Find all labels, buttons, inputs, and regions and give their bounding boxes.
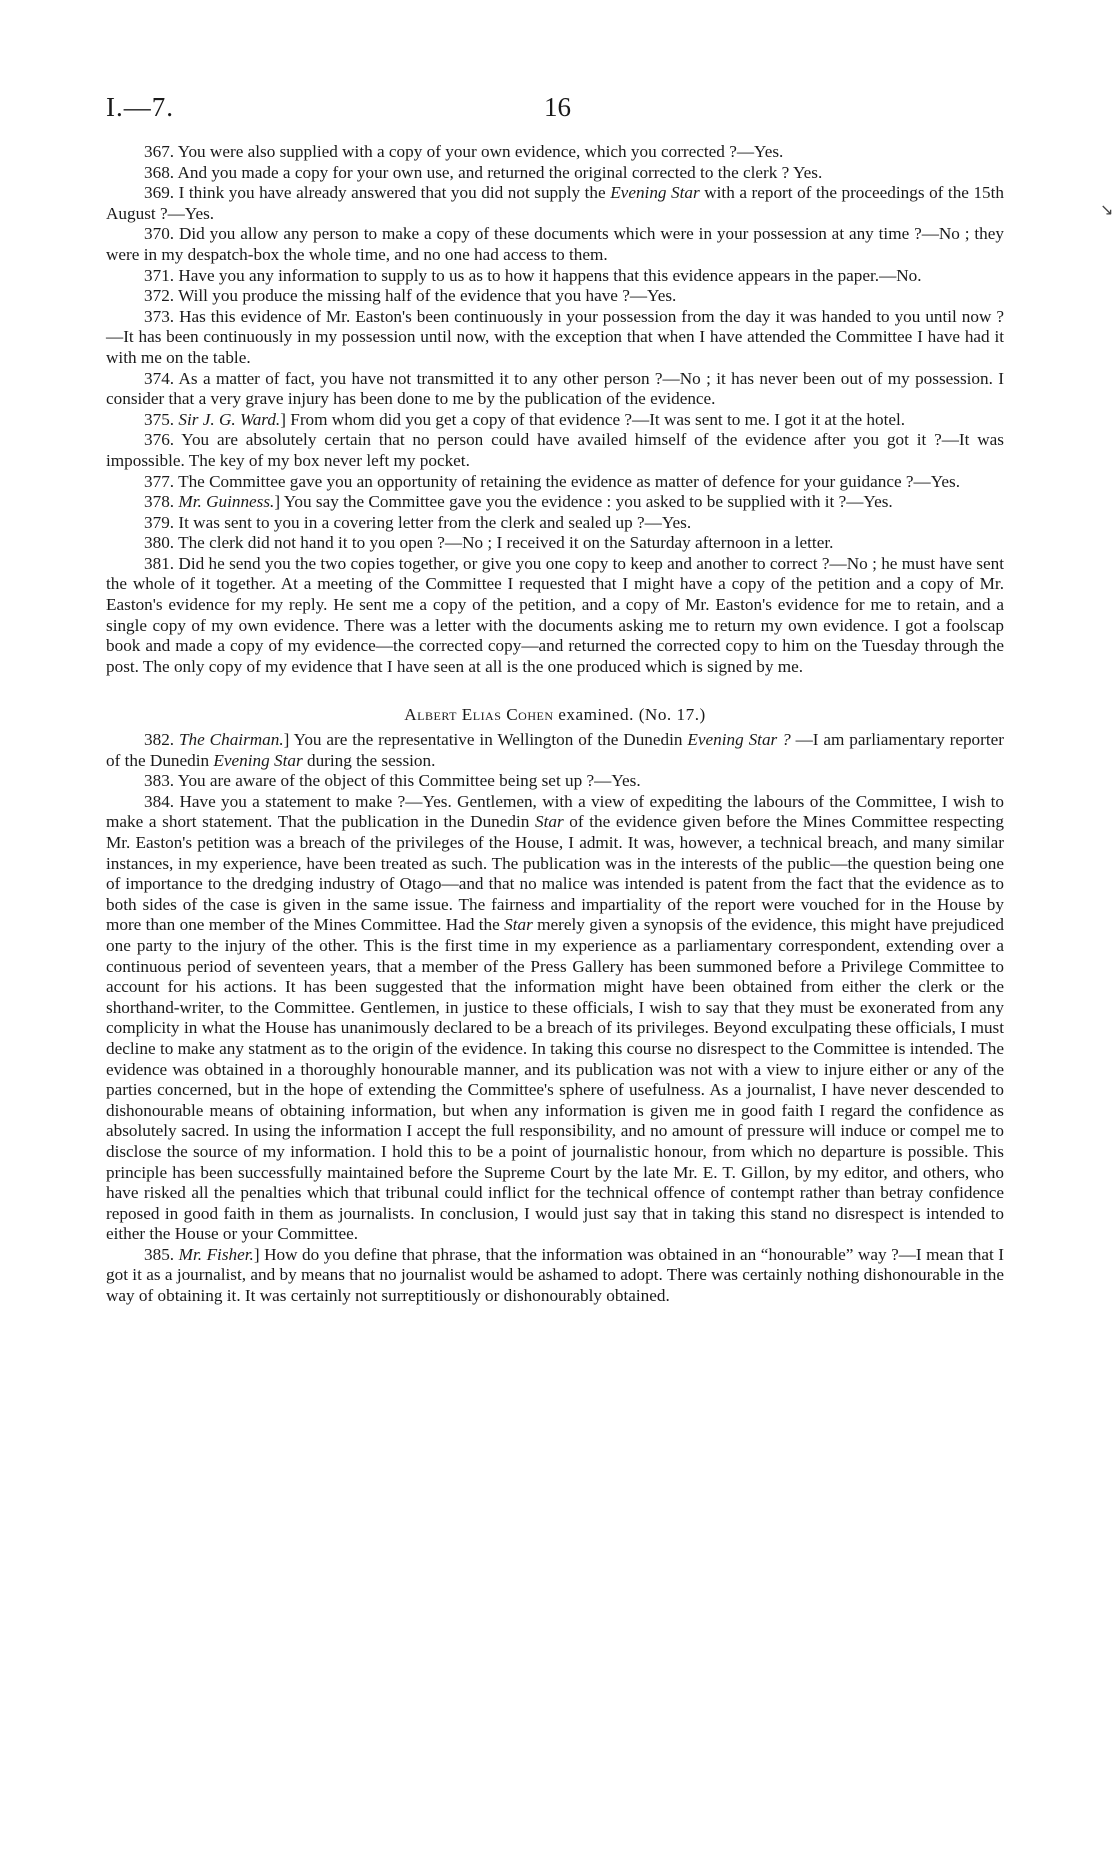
witness-name: Albert Elias Cohen [404,705,554,725]
evidence-paragraph [106,430,1004,471]
evidence-section-b [106,730,1004,1307]
page-number: 16 [544,92,571,122]
margin-mark: ↘ [1100,200,1114,219]
evidence-paragraph [106,730,1004,771]
paragraph-text: with a report of the proceedings of the 15th August ?—Yes. [106,183,1005,223]
question-number: 372. [144,286,175,306]
evidence-paragraph [106,492,1004,513]
evidence-paragraph [106,286,1004,307]
question-number: 369. [144,183,175,203]
question-number: 374. [144,368,175,388]
question-number: 383. [144,771,175,791]
question-number: 380. [144,533,175,553]
italic-text: Mr. Fisher. [178,1244,254,1264]
series-code: I.—7. [106,92,174,122]
italic-text: Evening Star [213,750,303,770]
witness-heading [106,705,1004,726]
paragraph-text: Did you allow any person to make a copy of these documents which were in your possession at any time ?—No ; they were in my despatch-box the whole time, and no one had access to them. [106,224,1005,264]
paragraph-text: I think you have already answered that you did not supply the [178,183,611,203]
paragraph-text: of the evidence given before the Mines Committee respecting Mr. Easton's petition was a breach of the privileges of the House, I admit. It was, however, a technical breach, and many similar instances, in my experience, have been treated as such. The publication was in the interests of the public—the question being one of importance to the dredging industry of Otago—and that no malice was intended is patent from the fact that the evidence as to both sides of the case is given in the same issue. The fairness and impartiality of the report were vouched for in the House by more than one member of the Mines Committee. Had the [106,812,1004,935]
paragraph-text: As a matter of fact, you have not transmitted it to any other person ?—No ; it has never been out of my possession. I consider that a very grave injury has been done to me by the publication of the evidence. [106,368,1004,409]
question-number: 375. [144,409,175,429]
paragraph-text: The clerk did not hand it to you open ?—No ; I received it on the Saturday afternoon in a letter. [178,533,834,553]
italic-text: Sir J. G. Ward. [178,409,281,429]
question-number: 382. [144,730,175,750]
paragraph-text: during the session. [302,750,436,770]
evidence-paragraph [106,266,1004,287]
paragraph-text: merely given a synopsis of the evidence, this might have prejudiced one party to the injury of the other. This is the first time in my experience as a parliamentary correspondent, extending over a continuous period of seventeen years, that a member of the Press Gallery has been summoned before a Privilege Committee to account for his actions. It has been suggested that the information might have been obtained from either the clerk or the shorthand-writer, to the Committee. Gentlemen, in justice to these officials, I wish to say that they must be exonerated from any complicity in what the House has unanimously declared to be a breach of its privileges. Beyond exculpating these officials, I must decline to make any statment as to the origin of the evidence. In taking this course no disrespect to the Committee is intended. The evidence was obtained in a thoroughly honourable manner, and its publication was not with a view to injure either or any of the parties concerned, but in the hope of extending the Committee's sphere of usefulness. As a journalist, I have never descended to dishonourable means of obtaining information, but when any information is given me in good faith I regard the confidence as absolutely sacred. In using the information I accept the full responsibility, and no amount of pressure will induce or compel me to disclose the source of my information. I hold this to be a point of journalistic honour, from which no departure is possible. This principle has been successfully maintained before the Supreme Court by the late Mr. E. T. Gillon, by my editor, and others, who have risked all the penalties which that tribunal could inflict for the technical offence of contempt rather than betray confidence reposed in good faith in them as journalists. In conclusion, I would just say that in taking this stand no disrespect is intended to either the House or your Committee. [106,915,1004,1244]
question-number: 385. [144,1244,175,1264]
evidence-paragraph [106,1245,1004,1307]
italic-text: Mr. Guinness. [178,492,275,512]
italic-text: Star [504,915,533,935]
paragraph-text: ] You say the Committee gave you the evidence : you asked to be supplied with it ?—Yes. [274,492,893,512]
paragraph-text: The Committee gave you an opportunity of retaining the evidence as matter of defence for your guidance ?—Yes. [178,471,961,491]
paragraph-text: You are absolutely certain that no person could have availed himself of the evidence after you got it ?—It was impossible. The key of my box never left my pocket. [106,430,1004,470]
paragraph-text: Has this evidence of Mr. Easton's been continuously in your possession from the day it was handed to you until now ?—It has been continuously in my possession until now, with the exception that when I have attended the Committee I have had it with me on the table. [106,306,1004,367]
paragraph-text: Have you a statement to make ?—Yes. Gentlemen, with a view of expediting the labours of the Committee, I wish to make a short statement. That the publication in the Dunedin [106,791,1005,832]
paragraph-text: ] How do you define that phrase, that the information was obtained in an “honourable” way ?—I mean that I got it as a journalist, and by means that no journalist would be ashamed to adopt. There was certainly nothing dishonourable in the way of obtaining it. It was certainly not surreptitiously or dishonourably obtained. [106,1244,1004,1306]
evidence-paragraph [106,224,1004,265]
paragraph-text: Will you produce the missing half of the evidence that you have ?—Yes. [178,286,677,306]
evidence-paragraph [106,183,1004,224]
evidence-paragraph [106,163,1004,184]
question-number: 368. [144,162,175,182]
evidence-paragraph [106,369,1004,410]
paragraph-text: Did he send you the two copies together, or give you one copy to keep and another to correct ?—No ; he must have sent the whole of it together. At a meeting of the Committee I requested that I might have a copy of the petition and a copy of Mr. Easton's evidence for my reply. He sent me a copy of the petition, and a copy of Mr. Easton's evidence for me to retain, and a single copy of my own evidence. There was a letter with the documents asking me to return my own evidence. I got a foolscap book and made a copy of my evidence—the corrected copy—and returned the corrected copy to him on the Tuesday through the post. The only copy of my evidence that I have seen at all is the one produced which is signed by me. [106,553,1004,676]
evidence-paragraph [106,513,1004,534]
question-number: 378. [144,492,175,512]
question-number: 367. [144,142,175,161]
question-number: 370. [144,224,175,244]
evidence-section-a [106,142,1004,677]
paragraph-text: ] You are the representative in Wellington of the Dunedin [283,730,688,750]
evidence-paragraph [106,410,1004,431]
paragraph-text: You are aware of the object of this Committee being set up ?—Yes. [177,771,641,791]
italic-text: Evening Star [610,183,700,203]
question-number: 377. [144,471,175,491]
evidence-paragraph [106,533,1004,554]
evidence-paragraph [106,307,1004,369]
witness-suffix: examined. (No. 17.) [553,705,706,725]
evidence-paragraph [106,792,1004,1245]
paragraph-text: ] From whom did you get a copy of that evidence ?—It was sent to me. I got it at the hotel. [280,409,906,429]
question-number: 371. [144,265,175,285]
question-number: 379. [144,512,175,532]
paragraph-text: —I am parliamentary reporter of the Dunedin [106,730,1005,770]
paragraph-text: And you made a copy for your own use, and returned the original corrected to the clerk ? Yes. [177,162,823,182]
evidence-paragraph [106,554,1004,678]
paragraph-text: You were also supplied with a copy of your own evidence, which you corrected ?—Yes. [177,142,784,161]
question-number: 373. [144,306,175,326]
paragraph-text: It was sent to you in a covering letter from the clerk and sealed up ?—Yes. [178,512,692,532]
evidence-paragraph [106,142,1004,163]
question-number: 376. [144,430,175,450]
evidence-paragraph [106,771,1004,792]
italic-text: Star [535,812,564,832]
paragraph-text: Have you any information to supply to us as to how it happens that this evidence appears in the paper.—No. [178,265,922,285]
italic-text: The Chairman. [178,730,284,750]
question-number: 381. [144,553,175,573]
question-number: 384. [144,791,175,811]
italic-text: Evening Star ? [687,730,791,750]
evidence-paragraph [106,472,1004,493]
document-body [106,142,1004,1307]
